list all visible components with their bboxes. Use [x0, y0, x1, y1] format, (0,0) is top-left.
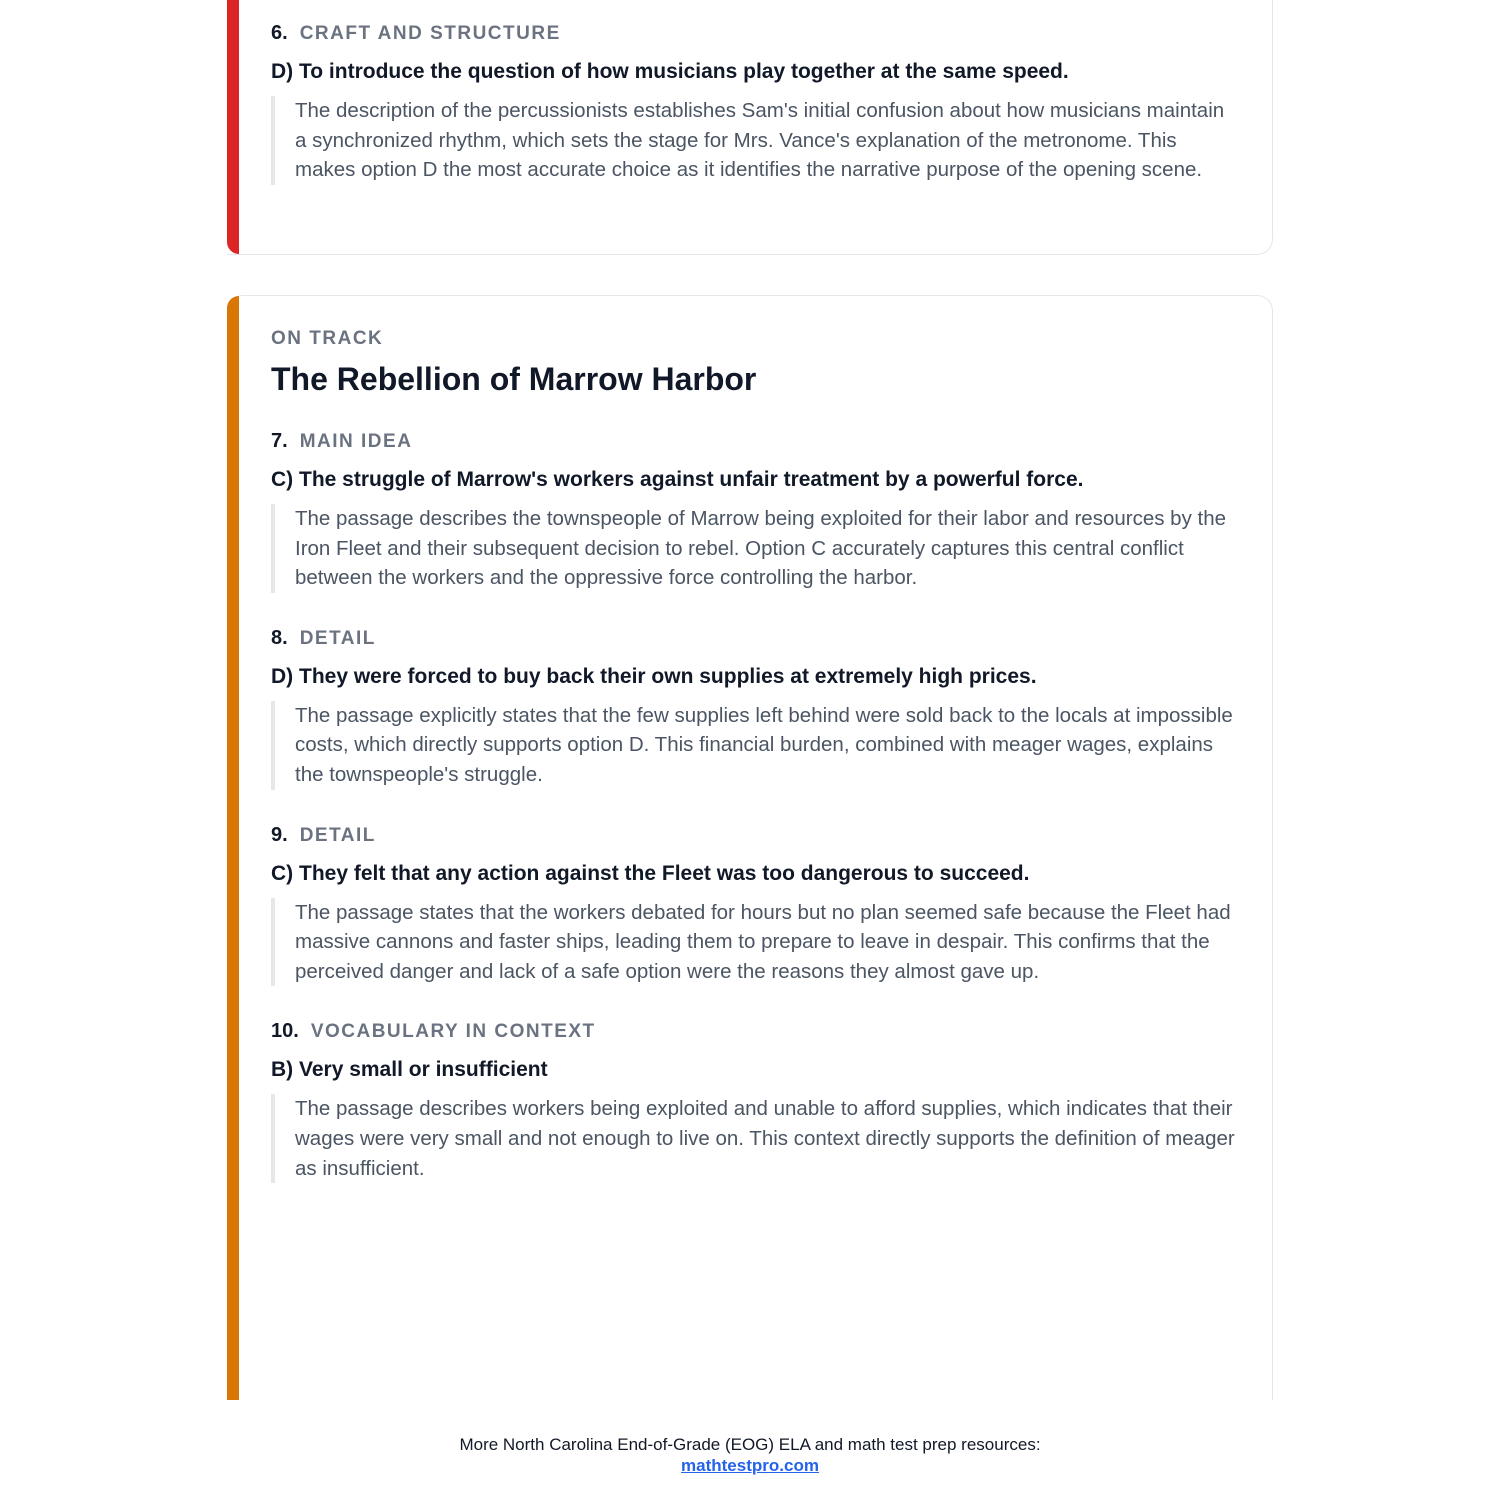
question-8: [271, 625, 1233, 790]
status-label: ON TRACK: [271, 328, 384, 349]
question-number: 6.: [271, 22, 288, 44]
question-10: [271, 1018, 1235, 1183]
passage-title: The Rebellion of Marrow Harbor: [271, 361, 757, 397]
question-6: [271, 20, 1228, 185]
question-header: [271, 625, 1228, 652]
question-number: 7.: [271, 430, 288, 452]
question-header: [271, 1018, 1228, 1045]
footer-link[interactable]: mathtestpro.com: [681, 1456, 819, 1475]
question-category: VOCABULARY IN CONTEXT: [310, 1021, 596, 1043]
answer-explanation: The passage explicitly states that the few supplies left behind were sold back to the locals at impossible costs, which directly supports option D. This financial burden, combined with meager wages, explains the townspeople's struggle.: [271, 701, 1235, 790]
question-7: [271, 428, 1228, 593]
correct-answer: C) The struggle of Marrow's workers against unfair treatment by a powerful force.: [271, 468, 1084, 491]
question-category: DETAIL: [299, 627, 376, 649]
card-accent-bar-red: [227, 0, 239, 254]
question-category: DETAIL: [299, 824, 376, 846]
page-footer: [0, 1434, 1500, 1476]
correct-answer: C) They felt that any action against the Fleet was too dangerous to succeed.: [271, 861, 1030, 885]
correct-answer: B) Very small or insufficient: [271, 1058, 548, 1082]
question-header: [271, 20, 1228, 47]
question-header: [271, 428, 1228, 455]
answer-explanation: The passage describes workers being exploited and unable to afford supplies, which indicates that their wages were very small and not enough to live on. This context directly supports the definition of meager as insufficient.: [271, 1094, 1235, 1183]
question-number: 9.: [271, 823, 288, 846]
question-category: CRAFT AND STRUCTURE: [299, 23, 561, 44]
answer-explanation: The passage states that the workers debated for hours but no plan seemed safe because the Fleet had massive cannons and faster ships, leading them to prepare to leave in despair. This confirms that the perceived danger and lack of a safe option were the reasons they almost gave up.: [271, 898, 1235, 987]
answer-explanation: The passage describes the townspeople of Marrow being exploited for their labor and resources by the Iron Fleet and their subsequent decision to rebel. Option C accurately captures this central conflict between the workers and the oppressive force controlling the harbor.: [271, 504, 1235, 593]
answer-explanation: The description of the percussionists establishes Sam's initial confusion about how musicians maintain a synchronized rhythm, which sets the stage for Mrs. Vance's explanation of the metronome. This makes option D the most accurate choice as it identifies the narrative purpose of the opening scene.: [271, 96, 1235, 185]
question-number: 10.: [271, 1020, 299, 1043]
correct-answer: D) They were forced to buy back their own supplies at extremely high prices.: [271, 664, 1037, 688]
answer-card-previous: [227, 0, 1273, 255]
card-accent-bar-orange: [227, 296, 239, 1400]
footer-text: More North Carolina End-of-Grade (EOG) ELA and math test prep resources:: [459, 1435, 1041, 1454]
question-number: 8.: [271, 626, 288, 649]
answer-card-passage: [227, 295, 1273, 1400]
question-header: [271, 822, 1228, 849]
correct-answer: D) To introduce the question of how musicians play together at the same speed.: [271, 60, 1069, 83]
question-category: MAIN IDEA: [299, 431, 413, 452]
question-9: [271, 822, 1231, 987]
